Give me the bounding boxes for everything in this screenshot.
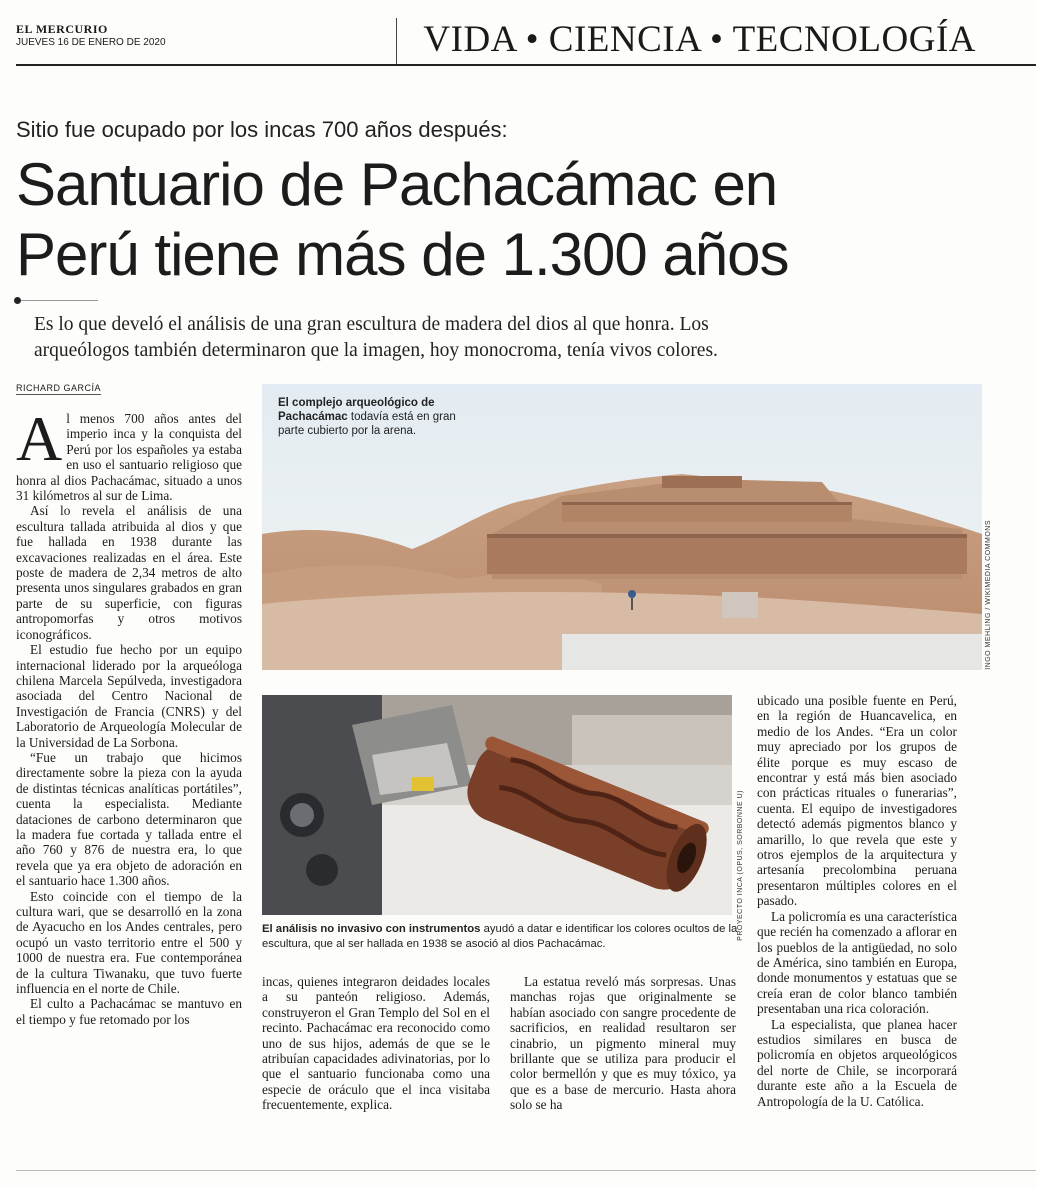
site-photo xyxy=(262,384,982,670)
masthead xyxy=(16,18,1036,66)
article-column-2 xyxy=(262,974,490,1113)
newspaper-name: EL MERCURIO xyxy=(16,22,108,36)
sculpture-caption-bold: El análisis no invasivo con instrumentos xyxy=(262,923,481,935)
headline xyxy=(16,150,1006,290)
site-caption-text: todavía está en gran parte cubierto por la arena. xyxy=(278,411,456,437)
deck-bullet xyxy=(14,297,21,304)
issue-date: JUEVES 16 DE ENERO DE 2020 xyxy=(16,37,166,48)
section-title: VIDA • CIENCIA • TECNOLOGÍA xyxy=(423,19,976,60)
paragraph: La especialista, que planea hacer estudios similares en busca de policromía en objetos arqueológicos del norte de Chile, se incorporará durante este año a la Escuela de Antropología de la U. Católica. xyxy=(757,1016,957,1109)
deck-rule xyxy=(16,300,98,301)
paragraph: ubicado una posible fuente en Perú, en la región de Huancavelica, en medio de los Andes. “Era un color muy apreciado por los grupos de élite porque es muy escaso de encontrar y está más bien asociado con prácticas rituales o funerarias”, cuenta. El equipo de investigadores detectó además pigmentos blanco y amarillo, lo que revela que este y otros ejemplos de la arquitectura y artesanía precolombina peruana presentaron múltiples colores en el pasado. xyxy=(757,693,957,909)
byline: RICHARD GARCÍA xyxy=(16,383,102,393)
headline-line-1: Santuario de Pachacámac en xyxy=(16,151,778,218)
article-column-3 xyxy=(510,974,736,1113)
paragraph: La policromía es una característica que recién ha comenzado a aflorar en los pueblos de la antigüedad, no solo de América, sino también en Europa, donde monumentos y estatuas que se creía eran de color blanco también presentaban una rica coloración. xyxy=(757,908,957,1017)
masthead-divider xyxy=(396,18,397,64)
paragraph: El culto a Pachacámac se mantuvo en el tiempo y fue retomado por los xyxy=(16,996,242,1027)
paragraph: incas, quienes integraron deidades locales a su panteón religioso. Además, construyeron el Gran Templo del Sol en el recinto. Pachacámac era reconocido como uno de sus hijos, además de que se le atribuían capacidades adivinatorias, por lo que el santuario funcionaba como una especie de oráculo que el inca visitaba frecuentemente, explica. xyxy=(262,974,490,1113)
headline-line-2: Perú tiene más de 1.300 años xyxy=(16,221,789,288)
paragraph: Al menos 700 años antes del imperio inca y la conquista del Perú por los españoles ya estaba en uso el santuario religioso que honra al dios Pachacámac, situado a unos 31 kilómetros al sur de Lima. xyxy=(16,403,242,504)
paragraph: “Fue un trabajo que hicimos directamente sobre la pieza con la ayuda de distintas técnicas analíticas portátiles”, cuenta la especialista. Mediante dataciones de carbono determinaron que la madera fue cortada y tallada entre el año 760 y 876 de nuestra era, lo que revela que ya era objeto de adoración en el santuario hace 1.300 años. xyxy=(16,749,242,889)
sculpture-photo-caption xyxy=(262,922,742,952)
deck-line-1: Es lo que develó el análisis de una gran escultura de madera del dios al que honra. Los xyxy=(34,314,709,335)
sculpture-photo xyxy=(262,695,732,915)
deck-line-2: arqueólogos también determinaron que la imagen, hoy monocroma, tenía vivos colores. xyxy=(34,340,718,361)
paragraph: El estudio fue hecho por un equipo internacional liderado por la arqueóloga chilena Marcela Sepúlveda, investigadora asociada del Centro Nacional de Investigación de Francia (CNRS) y del Laboratorio de Arqueología Molecular de la Universidad de La Sorbona. xyxy=(16,642,242,750)
paragraph: Así lo revela el análisis de una escultura tallada atribuida al dios y que fue hallada en 1938 durante las excavaciones realizadas en el área. Este poste de madera de 2,34 metros de alto presenta unos singulares grabados en gran parte de su superficie, con figuras antropomorfas y otros motivos iconográficos. xyxy=(16,503,242,642)
article-column-1 xyxy=(16,403,242,1027)
site-photo-caption xyxy=(278,396,458,438)
sculpture-photo-credit: PROYECTO INCA (OPUS, SORBONNE U) xyxy=(737,790,744,941)
site-photo-credit: INGO MEHLING / WIKIMEDIA COMMONS xyxy=(985,520,992,670)
article-column-4 xyxy=(757,693,957,1109)
paragraph: La estatua reveló más sorpresas. Unas manchas rojas que originalmente se habían asociado con sangre procedente de sacrificios, en realidad resultaron ser cinabrio, un pigmento mineral muy brillante que se utiliza para producir el color bermellón y que es muy tóxico, ya que es a base de mercurio. Hasta ahora solo se ha xyxy=(510,974,736,1113)
kicker: Sitio fue ocupado por los incas 700 años después: xyxy=(16,117,508,142)
sculpture-analysis-illustration xyxy=(262,695,732,915)
deck xyxy=(34,312,994,364)
page-bottom-rule xyxy=(16,1170,1036,1171)
sculpture-caption-text: ayudó a datar e identificar los colores ocultos de la escultura, que al ser hallada en 1938 se asoció al dios Pachacámac. xyxy=(262,923,738,950)
drop-cap: A xyxy=(16,403,63,474)
paragraph: Esto coincide con el tiempo de la cultura wari, que se desarrolló en la zona de Ayacucho en los Andes centrales, pero ocupó un vasto territorio entre el 500 y 1000 de nuestra era. Fue contemporánea de la cultura Tiwanaku, que tuvo fuerte influencia en el norte de Chile. xyxy=(16,888,242,997)
site-caption-bold: El complejo arqueológico de Pachacámac xyxy=(278,397,435,423)
